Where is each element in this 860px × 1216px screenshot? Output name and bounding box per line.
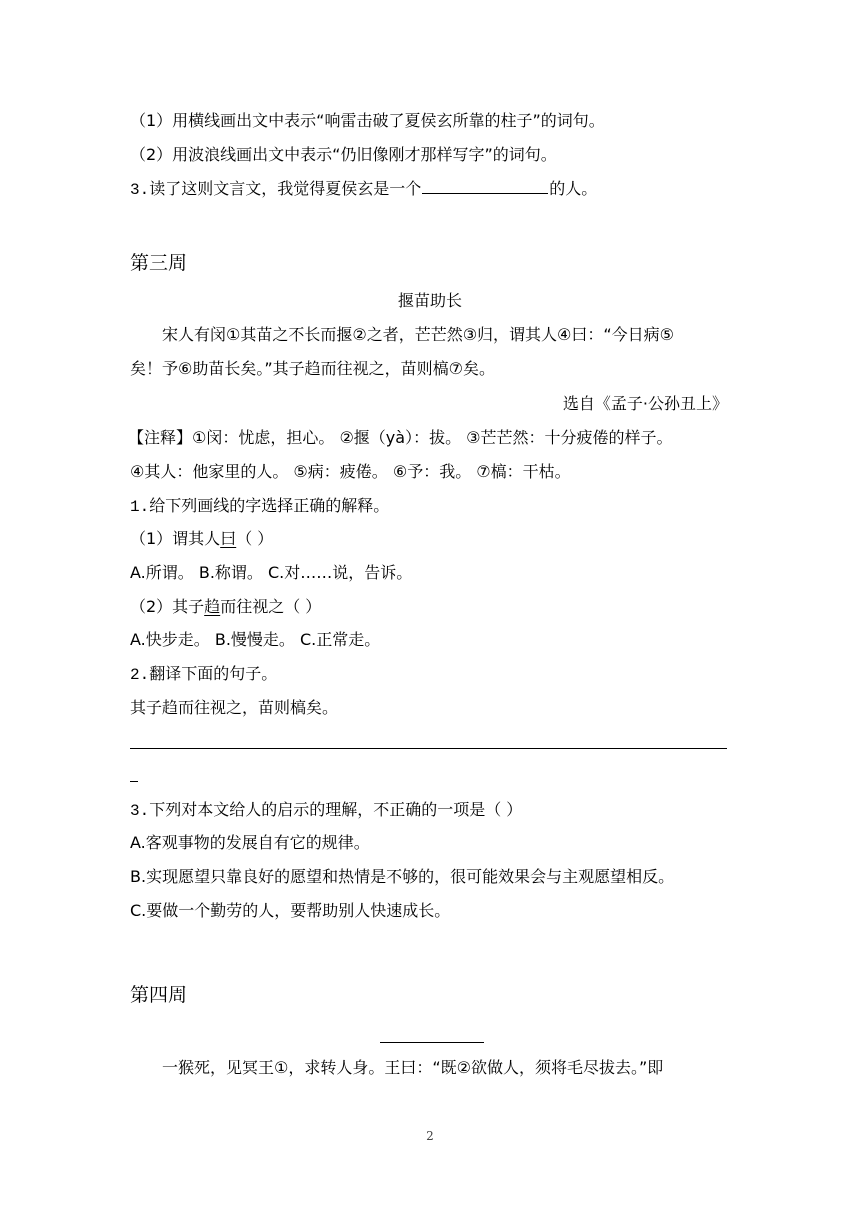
question-2-2: （2）用波浪线画出文中表示“仍旧像刚才那样写字”的词句。 <box>130 145 557 164</box>
title-blank-line[interactable] <box>380 1042 484 1043</box>
option-b: B.实现愿望只靠良好的愿望和热情是不够的，很可能效果会与主观愿望相反。 <box>130 867 675 886</box>
fill-blank[interactable] <box>422 178 548 194</box>
passage-source: 选自《孟子·公孙丑上》 <box>562 394 728 413</box>
question-3-text: 读了这则文言文，我觉得夏侯玄是一个 <box>149 179 422 198</box>
question-stem: 下列对本文给人的启示的理解，不正确的一项是（ ） <box>149 800 523 819</box>
option-a: A.客观事物的发展自有它的规律。 <box>130 833 370 852</box>
translation-sentence: 其子趋而往视之，苗则槁矣。 <box>130 698 339 717</box>
question-1-sub-1 <box>130 529 273 549</box>
passage-line-1: 宋人有闵①其苗之不长而揠②之者，芒芒然③归，谓其人④曰：“今日病⑤ <box>162 325 675 344</box>
question-2 <box>130 664 277 685</box>
question-stem: 翻译下面的句子。 <box>149 664 278 683</box>
passage-title: 揠苗助长 <box>397 291 462 310</box>
question-2-1: （1）用横线画出文中表示“响雷击破了夏侯玄所靠的柱子”的词句。 <box>130 111 605 130</box>
option-c: C.要做一个勤劳的人，要帮助别人快速成长。 <box>130 901 451 920</box>
notes-line-2: ④其人：他家里的人。 ⑤病：疲倦。 ⑥予：我。 ⑦槁：干枯。 <box>130 462 571 481</box>
question-stem: 给下列画线的字选择正确的解释。 <box>149 496 390 515</box>
passage-line-1: 一猴死，见冥王①，求转人身。王曰：“既②欲做人，须将毛尽拔去。”即 <box>162 1058 664 1077</box>
question-3-fill <box>130 178 597 200</box>
week-heading: 第三周 <box>130 252 188 274</box>
underlined-char: 趋 <box>204 597 221 616</box>
page-number: 2 <box>426 1129 434 1143</box>
notes-label: 【注释】 <box>128 428 193 447</box>
question-3-suffix: 的人。 <box>549 179 598 198</box>
question-number: 3. <box>130 181 150 199</box>
sub-question-text: （1）谓其人 <box>130 529 221 548</box>
question-1-sub-2 <box>130 597 321 617</box>
sub-question-text: （2）其子 <box>130 597 205 616</box>
question-1-sub-1-options: A.所谓。 B.称谓。 C.对……说，告诉。 <box>130 563 413 582</box>
notes-text: ①闵：忧虑，担心。 ②揠（yà）：拔。 ③芒芒然：十分疲倦的样子。 <box>192 428 673 447</box>
passage-line-2: 矣！予⑥助苗长矣。”其子趋而往视之，苗则槁⑦矣。 <box>130 359 495 378</box>
answer-bracket[interactable]: （ ） <box>236 529 274 548</box>
answer-line-overflow <box>130 781 138 782</box>
question-number: 1. <box>130 498 150 516</box>
question-number: 2. <box>130 666 150 684</box>
answer-line[interactable] <box>130 748 727 749</box>
question-number: 3. <box>130 802 150 820</box>
notes-line-1 <box>128 428 673 448</box>
question-3 <box>130 800 522 821</box>
underlined-char: 曰 <box>220 529 237 548</box>
question-1 <box>130 496 389 517</box>
question-1-sub-2-options: A.快步走。 B.慢慢走。 C.正常走。 <box>130 630 381 649</box>
week-heading: 第四周 <box>130 984 188 1006</box>
answer-bracket[interactable]: 而往视之（ ） <box>220 597 322 616</box>
